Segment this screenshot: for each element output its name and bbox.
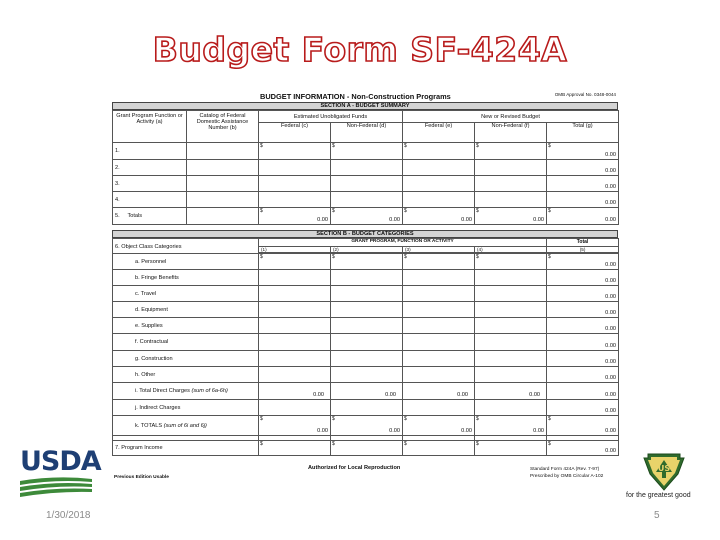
object-class-row bbox=[113, 351, 619, 367]
nonfederal-f-header: Non-Federal (f) bbox=[475, 123, 547, 143]
amount-cell[interactable] bbox=[403, 176, 475, 192]
col-2-header: (2) bbox=[331, 247, 403, 253]
catalog-cell[interactable] bbox=[187, 160, 259, 176]
total-cell: 0.00 bbox=[547, 334, 619, 351]
category-label: f. Contractual bbox=[113, 334, 259, 351]
total-header: Total bbox=[547, 239, 619, 247]
amount-cell[interactable] bbox=[403, 192, 475, 208]
section-a-row bbox=[113, 192, 619, 208]
section-a-title: SECTION A - BUDGET SUMMARY bbox=[112, 102, 618, 110]
section-a-table bbox=[112, 110, 619, 225]
object-class-row bbox=[113, 334, 619, 351]
amount-cell[interactable] bbox=[331, 286, 403, 302]
amount-cell[interactable] bbox=[475, 351, 547, 367]
total-cell: $ 0.00 bbox=[547, 143, 619, 160]
sf424a-form bbox=[112, 89, 618, 485]
amount-cell[interactable] bbox=[475, 318, 547, 334]
object-class-row bbox=[113, 318, 619, 334]
total-cell: 0.00 bbox=[547, 383, 619, 400]
form-header bbox=[112, 89, 618, 102]
category-label: g. Construction bbox=[113, 351, 259, 367]
federal-e-header: Federal (e) bbox=[403, 123, 475, 143]
total-cell: $ 0.00 bbox=[403, 208, 475, 225]
totals-row bbox=[113, 416, 619, 436]
catalog-cell[interactable] bbox=[187, 176, 259, 192]
section-a-row bbox=[113, 143, 619, 160]
amount-cell[interactable] bbox=[403, 270, 475, 286]
amount-cell[interactable] bbox=[331, 318, 403, 334]
col-4-header: (4) bbox=[475, 247, 547, 253]
total-g-header: Total (g) bbox=[547, 123, 619, 143]
fs-shield-text: US bbox=[657, 464, 671, 473]
total-cell: 0.00 bbox=[547, 318, 619, 334]
category-label: h. Other bbox=[113, 367, 259, 383]
total-cell: $ 0.00 bbox=[259, 208, 331, 225]
category-label: c. Travel bbox=[113, 286, 259, 302]
authorized-note: Authorized for Local Reproduction bbox=[308, 465, 401, 471]
usda-stripes-icon bbox=[20, 477, 92, 497]
federal-c-header: Federal (c) bbox=[259, 123, 331, 143]
section-b-table bbox=[112, 238, 619, 456]
new-revised-header: New or Revised Budget bbox=[403, 111, 619, 123]
amount-cell[interactable] bbox=[259, 176, 331, 192]
amount-cell[interactable] bbox=[475, 400, 547, 416]
total-cell: $ 0.00 bbox=[331, 208, 403, 225]
amount-cell[interactable] bbox=[403, 302, 475, 318]
amount-cell[interactable] bbox=[403, 334, 475, 351]
total-cell: $ 0.00 bbox=[547, 208, 619, 225]
category-label: e. Supplies bbox=[113, 318, 259, 334]
object-class-row bbox=[113, 286, 619, 302]
category-label: a. Personnel bbox=[113, 254, 259, 270]
amount-cell[interactable] bbox=[403, 351, 475, 367]
amount-cell[interactable]: $ bbox=[259, 254, 331, 270]
section-a-totals-row bbox=[113, 208, 619, 225]
total-cell: 0.00 bbox=[547, 192, 619, 208]
prescribed-note: Prescribed by OMB Circular A-102 bbox=[530, 474, 604, 479]
category-label: b. Fringe Benefits bbox=[113, 270, 259, 286]
amount-cell[interactable] bbox=[475, 286, 547, 302]
fs-tagline: for the greatest good bbox=[626, 492, 691, 499]
total-cell: 0.00 bbox=[403, 383, 475, 400]
total-cell: $ 0.00 bbox=[331, 416, 403, 436]
amount-cell[interactable] bbox=[331, 302, 403, 318]
amount-cell[interactable] bbox=[475, 302, 547, 318]
amount-cell[interactable] bbox=[331, 351, 403, 367]
total-cell: 0.00 bbox=[547, 302, 619, 318]
category-label: j. Indirect Charges bbox=[113, 400, 259, 416]
amount-cell[interactable]: $ bbox=[259, 143, 331, 160]
category-label: k. TOTALS (sum of 6i and 6j) bbox=[113, 416, 259, 436]
total-cell: $ 0.00 bbox=[475, 416, 547, 436]
totals-label: 5. Totals bbox=[113, 208, 187, 225]
catalog-cell[interactable] bbox=[187, 143, 259, 160]
total-cell: 0.00 bbox=[547, 286, 619, 302]
form-title: BUDGET INFORMATION - Non-Construction Programs bbox=[260, 92, 451, 101]
col-1-header: (1) bbox=[259, 247, 331, 253]
amount-cell[interactable] bbox=[475, 367, 547, 383]
catalog-cell[interactable] bbox=[187, 192, 259, 208]
object-class-row bbox=[113, 254, 619, 270]
total-cell: $ 0.00 bbox=[475, 208, 547, 225]
object-class-header: 6. Object Class Categories bbox=[113, 239, 259, 254]
amount-cell[interactable]: $ bbox=[475, 143, 547, 160]
usda-wordmark: USDA bbox=[20, 446, 101, 477]
program-income-row bbox=[113, 441, 619, 456]
row-label: 1. bbox=[113, 143, 187, 160]
amount-cell[interactable]: $ bbox=[331, 143, 403, 160]
amount-cell[interactable] bbox=[475, 270, 547, 286]
total-cell: 0.00 bbox=[547, 270, 619, 286]
section-a-row bbox=[113, 176, 619, 192]
amount-cell[interactable] bbox=[259, 192, 331, 208]
amount-cell[interactable] bbox=[403, 160, 475, 176]
total-cell: $ 0.00 bbox=[547, 254, 619, 270]
total-cell: 0.00 bbox=[547, 400, 619, 416]
amount-cell[interactable] bbox=[331, 160, 403, 176]
section-b-title: SECTION B - BUDGET CATEGORIES bbox=[112, 230, 618, 238]
row-label: 3. bbox=[113, 176, 187, 192]
direct-charges-row bbox=[113, 383, 619, 400]
amount-cell[interactable] bbox=[259, 351, 331, 367]
amount-cell[interactable] bbox=[331, 270, 403, 286]
total-cell: $ 0.00 bbox=[547, 416, 619, 436]
total-cell: 0.00 bbox=[547, 367, 619, 383]
previous-edition-note: Previous Edition Usable bbox=[114, 475, 169, 480]
amount-cell[interactable] bbox=[331, 400, 403, 416]
col-5-header: (5) bbox=[547, 247, 619, 253]
omb-approval: OMB Approval No. 0348-0044 bbox=[554, 92, 616, 97]
object-class-row bbox=[113, 302, 619, 318]
amount-cell[interactable] bbox=[403, 318, 475, 334]
amount-cell[interactable]: $ bbox=[475, 441, 547, 456]
amount-cell[interactable] bbox=[259, 367, 331, 383]
total-cell: 0.00 bbox=[547, 160, 619, 176]
amount-cell[interactable]: $ bbox=[331, 254, 403, 270]
amount-cell[interactable] bbox=[259, 160, 331, 176]
total-cell: $ 0.00 bbox=[259, 416, 331, 436]
object-class-row bbox=[113, 367, 619, 383]
usda-logo bbox=[20, 446, 101, 502]
nonfederal-d-header: Non-Federal (d) bbox=[331, 123, 403, 143]
amount-cell[interactable] bbox=[331, 334, 403, 351]
amount-cell[interactable] bbox=[475, 192, 547, 208]
amount-cell[interactable] bbox=[475, 160, 547, 176]
amount-cell[interactable] bbox=[259, 400, 331, 416]
amount-cell[interactable] bbox=[331, 192, 403, 208]
slide-number: 5 bbox=[654, 510, 660, 521]
row-label: 4. bbox=[113, 192, 187, 208]
total-cell: 0.00 bbox=[475, 383, 547, 400]
section-a-row bbox=[113, 160, 619, 176]
category-label: i. Total Direct Charges (sum of 6a-6h) bbox=[113, 383, 259, 400]
total-cell: $ 0.00 bbox=[403, 416, 475, 436]
total-cell: 0.00 bbox=[547, 176, 619, 192]
amount-cell[interactable]: $ bbox=[403, 441, 475, 456]
amount-cell[interactable]: $ bbox=[331, 441, 403, 456]
object-class-row bbox=[113, 270, 619, 286]
amount-cell[interactable]: $ bbox=[403, 254, 475, 270]
amount-cell[interactable] bbox=[475, 334, 547, 351]
indirect-charges-row bbox=[113, 400, 619, 416]
total-cell: 0.00 bbox=[331, 383, 403, 400]
grant-program-header: Grant Program Function or Activity (a) bbox=[113, 111, 187, 143]
amount-cell[interactable]: $ bbox=[475, 254, 547, 270]
amount-cell[interactable] bbox=[259, 334, 331, 351]
amount-cell[interactable] bbox=[403, 286, 475, 302]
total-cell: $ 0.00 bbox=[547, 441, 619, 456]
amount-cell[interactable] bbox=[259, 286, 331, 302]
total-cell: 0.00 bbox=[259, 383, 331, 400]
total-cell: 0.00 bbox=[547, 351, 619, 367]
slide-title: Budget Form SF-424A bbox=[152, 30, 568, 69]
amount-cell[interactable]: $ bbox=[403, 143, 475, 160]
standard-form-note: Standard Form 424A (Rev. 7-97) bbox=[530, 467, 600, 472]
amount-cell[interactable] bbox=[259, 318, 331, 334]
amount-cell[interactable] bbox=[259, 302, 331, 318]
col-3-header: (3) bbox=[403, 247, 475, 253]
row-label: 2. bbox=[113, 160, 187, 176]
estimated-funds-header: Estimated Unobligated Funds bbox=[259, 111, 403, 123]
amount-cell[interactable] bbox=[403, 367, 475, 383]
grant-program-function-header: GRANT PROGRAM, FUNCTION OR ACTIVITY bbox=[259, 239, 547, 247]
amount-cell[interactable] bbox=[475, 176, 547, 192]
category-label: 7. Program Income bbox=[113, 441, 259, 456]
amount-cell[interactable]: $ bbox=[259, 441, 331, 456]
catalog-cell bbox=[187, 208, 259, 225]
amount-cell[interactable] bbox=[331, 176, 403, 192]
slide-date: 1/30/2018 bbox=[46, 510, 91, 521]
amount-cell[interactable] bbox=[403, 400, 475, 416]
catalog-header: Catalog of Federal Domestic Assistance Number (b) bbox=[187, 111, 259, 143]
amount-cell[interactable] bbox=[331, 367, 403, 383]
amount-cell[interactable] bbox=[259, 270, 331, 286]
forest-service-shield-icon bbox=[642, 452, 686, 492]
category-label: d. Equipment bbox=[113, 302, 259, 318]
